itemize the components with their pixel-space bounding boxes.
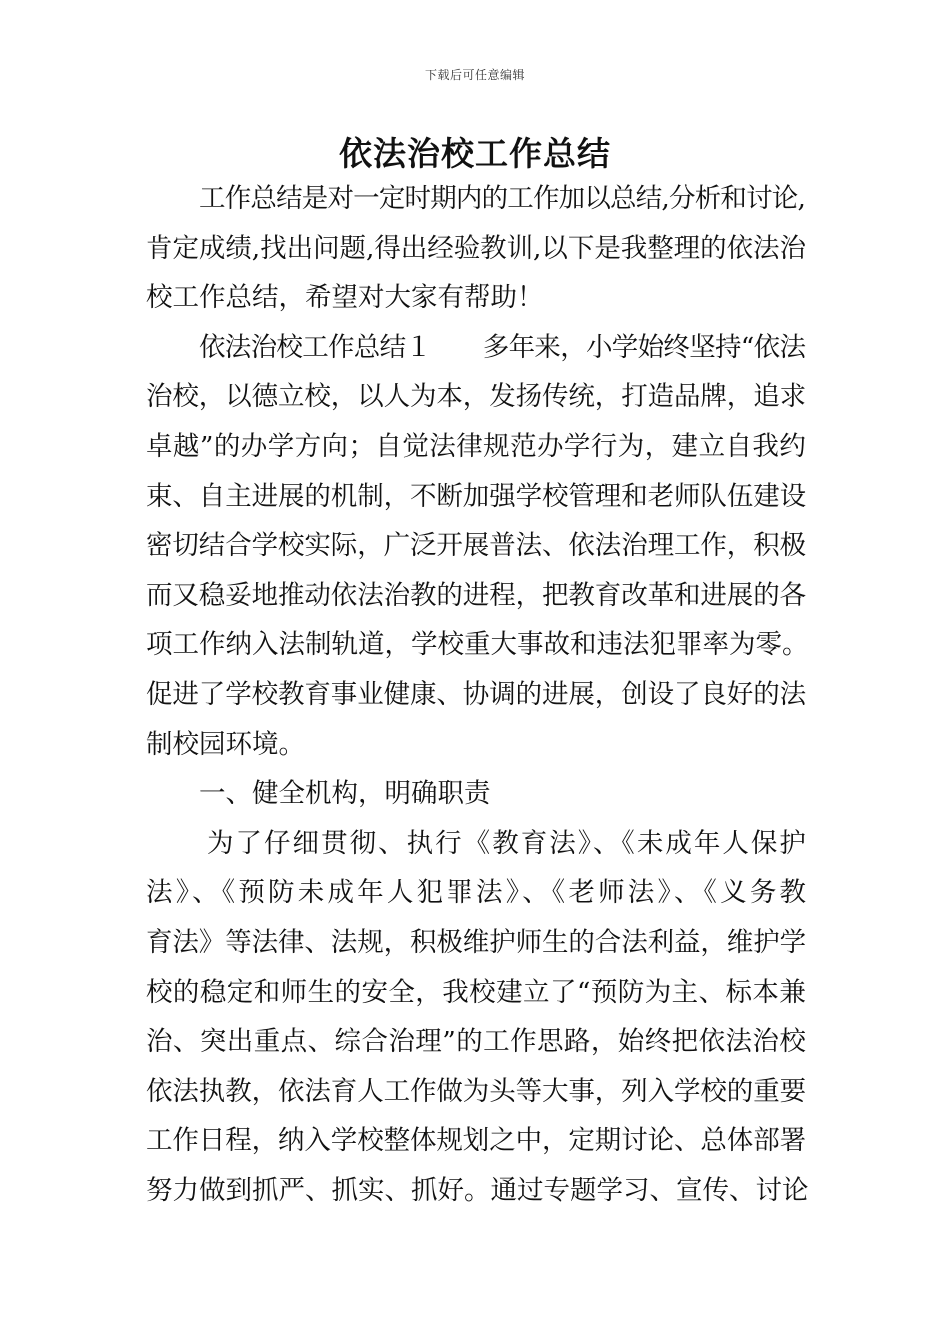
body-line: 法》、《预防未成年人犯罪法》、《老师法》、《义务教 xyxy=(146,877,810,908)
body-line: 一、健全机构，明确职责 xyxy=(199,778,491,809)
body-line: 促进了学校教育事业健康、协调的进展，创设了良好的法 xyxy=(146,679,806,710)
body-line: 而又稳妥地推动依法治教的进程，把教育改革和进展的各 xyxy=(146,580,806,611)
body-line: 校的稳定和师生的安全，我校建立了“预防为主、标本兼 xyxy=(146,977,807,1008)
body-line: 项工作纳入法制轨道，学校重大事故和违法犯罪率为零。 xyxy=(146,629,809,660)
body-line: 卓越”的办学方向；自觉法律规范办学行为，建立自我约 xyxy=(146,431,807,462)
body-line: 肯定成绩,找出问题,得出经验教训,以下是我整理的依法治 xyxy=(146,233,806,264)
body-line: 工作日程，纳入学校整体规划之中，定期讨论、总体部署 xyxy=(146,1125,806,1156)
body-line: 育法》等法律、法规，积极维护师生的合法利益，维护学 xyxy=(146,927,806,958)
body-line: 治校，以德立校，以人为本，发扬传统，打造品牌，追求 xyxy=(146,381,806,412)
body-line: 努力做到抓严、抓实、抓好。通过专题学习、宣传、讨论 xyxy=(146,1175,809,1206)
body-line: 为了仔细贯彻、执行《教育法》、《未成年人保护 xyxy=(207,828,808,859)
document-title: 依法治校工作总结 xyxy=(339,134,611,173)
body-line: 依法治校工作总结１ 多年来，小学始终坚持“依法 xyxy=(199,332,806,363)
body-line: 束、自主进展的机制，不断加强学校管理和老师队伍建设 xyxy=(146,481,806,512)
body-line: 密切结合学校实际，广泛开展普法、依法治理工作，积极 xyxy=(146,530,806,561)
header-note: 下载后可任意编辑 xyxy=(424,68,525,82)
body-line: 治、突出重点、综合治理”的工作思路，始终把依法治校 xyxy=(146,1026,807,1057)
body-line: 依法执教，依法育人工作做为头等大事，列入学校的重要 xyxy=(146,1076,806,1107)
body-line: 制校园环境。 xyxy=(146,729,305,760)
body-line: 校工作总结，希望对大家有帮助！ xyxy=(146,282,544,313)
body-line: 工作总结是对一定时期内的工作加以总结,分析和讨论, xyxy=(199,183,806,214)
